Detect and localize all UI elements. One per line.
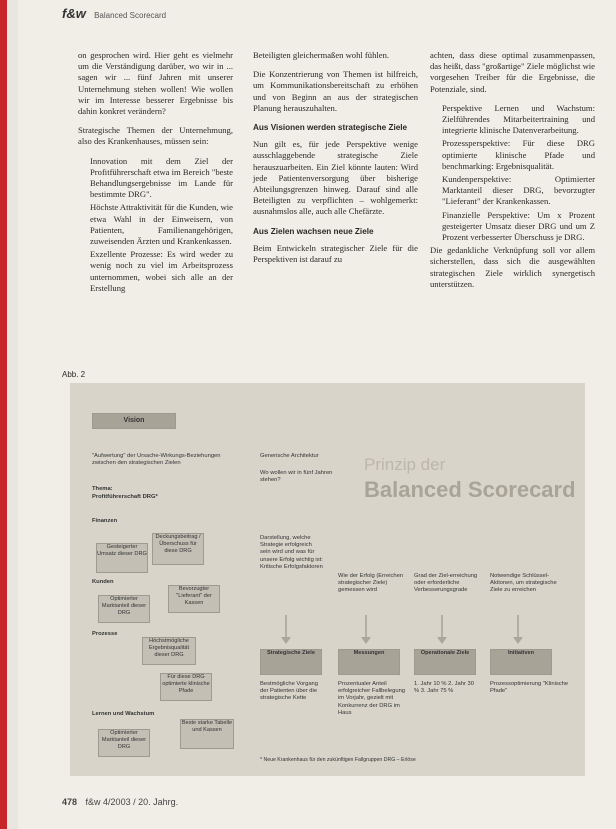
arrow-line [285, 615, 287, 637]
figure-footnote: * Neue Krankenhaus für den zukünftigen Fallgruppen DRG – Erlöse [260, 757, 416, 763]
page-footer [62, 797, 178, 807]
arrow-down-icon [513, 637, 523, 644]
figure-title-line-1: Prinzip der [364, 455, 446, 474]
page-number: 478 [62, 797, 78, 807]
paragraph: achten, dass diese optimal zusammenpassen, das heißt, dass "großartige" Ziele möglichst wie vorgesehen Treiber für die Ergebnisse, die Potenziale, sind. [430, 50, 595, 94]
list-item: Finanzielle Perspektive: Um x Prozent gesteigerter Umsatz dieser DRG und um Z Prozent verbesserter Überschuss je DRG. [442, 209, 595, 243]
paragraph: Die Konzentrierung von Themen ist hilfreich, um Kommunikationsbereitschaft zu erhöhen und von Beginn an aus der strategischen Planung herauszuhalten. [253, 69, 418, 113]
arrow-line [365, 615, 367, 637]
perspective-lernen: Lernen und Wachstum [92, 711, 155, 717]
paragraph: Nun gilt es, für jede Perspektive wenige ausschlaggebende strategische Ziele herauszuarbeiten. Ein Ziel könnte lauten: Wird jede Patientenversorgung über bisherige Abteilungsgrenzen hinweg. Darauf sind alle Beteiligten zu verpflichten – wohlgemerkt: ausnahmslos alle, auch alle Chefärzte. [253, 139, 418, 217]
running-header [62, 6, 166, 21]
generic-question: Wo wollen wir in fünf Jahren stehen? [260, 470, 333, 484]
row-strategische-ziele: Bestmögliche Vorgang der Patienten über die strategische Kette [260, 681, 319, 702]
thema-text: Profitführerschaft DRG* [92, 494, 158, 500]
kunden-box-1: Bevorzugter "Lieferant" der Kassen [168, 585, 220, 613]
arrow-down-icon [437, 637, 447, 644]
subheading: Aus Zielen wachsen neue Ziele [253, 226, 374, 236]
prozesse-box-1: Höchstmögliche Ergebnisqualität dieser DRG [142, 637, 196, 665]
row-operationale-ziele: 1. Jahr 10 % 2. Jahr 30 % 3. Jahr 75 % [414, 681, 474, 695]
list-item: Kundenperspektive: Optimierter Marktanteil dieser DRG, bevorzugter "Lieferant" der Krankenkassen. [442, 174, 595, 207]
journal-logo: f&w [62, 6, 86, 21]
paragraph: on gesprochen wird. Hier geht es vielmehr um die Verständigung darüber, wo wir in ... sagen wir ... fünf Jahren mit unserer Unternehmung stehen wollen! Wie wollen wir im Interesse besserer Ergebnisse bis dahin konkret verändern? [78, 50, 233, 117]
subheading: Aus Visionen werden strategische Ziele [253, 123, 408, 133]
column-c-description: Grad der Ziel-erreichung oder erforderliche Verbesserungsgrade [414, 573, 478, 594]
column-a-description: Darstellung, welche Strategie erfolgreich sein wird und was für unsere Erfolg wichtig ist: Kritische Erfolgsfaktoren [260, 535, 323, 570]
perspective-prozesse: Prozesse [92, 631, 118, 637]
paragraph: Beim Entwickeln strategischer Ziele für die Perspektiven ist darauf zu [253, 242, 418, 265]
red-margin-bar [0, 0, 7, 829]
arrow-line [441, 615, 443, 637]
finanzen-box-2: Gesteigerter Umsatz dieser DRG [96, 543, 148, 573]
arrow-down-icon [281, 637, 291, 644]
list-item: Prozessperspektive: Für diese DRG optimierte klinische Pfade und benchmarking: Ergebnisqualität. [442, 138, 595, 171]
row-initiativen: Prozessoptimierung "Klinische Pfade" [490, 681, 569, 695]
perspective-finanzen: Finanzen [92, 518, 118, 524]
figure-label: Abb. 2 [62, 370, 86, 379]
header-strategische-ziele: Strategische Ziele [260, 649, 322, 675]
kunden-box-2: Optimierter Marktanteil dieser DRG [98, 595, 150, 623]
text-column-2 [253, 50, 418, 273]
arrow-down-icon [361, 637, 371, 644]
list-item: Höchste Attraktivität für die Kunden, wie etwa Wahl in der Einweisern, von Patienten, Familienangehörigen, zuweisenden Ärzten und Krankenkassen. [90, 202, 233, 247]
list-item: Perspektive Lernen und Wachstum: Zielführendes Mitarbeitertraining und integrierte klinische Datenverarbeitung. [442, 102, 595, 136]
lernen-box-2: Optimierter Marktanteil dieser DRG [98, 729, 150, 757]
text-column-3 [430, 50, 595, 298]
perspective-kunden: Kunden [92, 579, 114, 585]
bullet-list [430, 103, 595, 243]
text-column-1 [78, 50, 233, 296]
lernen-box-1: Beste starke Tabelle und Kassen [180, 719, 234, 749]
list-item: Innovation mit dem Ziel der Profitführerschaft etwa im Bereich "beste Behandlungsergebnisse im Lande für bestimmte DRG". [90, 155, 233, 200]
bullet-list [78, 156, 233, 294]
generic-architecture-title: Generische Architektur [260, 453, 319, 459]
paragraph: Die gedankliche Verknüpfung soll vor allem sicherstellen, dass sich die ausgewählten strategischen Ziele wirklich synergetisch unterstützen. [430, 245, 595, 289]
thema-title: Thema: [92, 486, 113, 492]
column-b-description: Wie der Erfolg (Erreichen strategischer Ziele) gemessen wird [338, 573, 404, 594]
header-operationale-ziele: Operationale Ziele [414, 649, 476, 675]
arrow-line [517, 615, 519, 637]
paragraph: Beteiligten gleichermaßen wohl fühlen. [253, 50, 390, 60]
figure-title-line-2: Balanced Scorecard [364, 477, 576, 502]
header-messungen: Messungen [338, 649, 400, 675]
row-messungen: Prozentualer Anteil erfolgreicher Fallbelegung im Vorjahr, gezielt mit Konkurrenz der DRG im Haus [338, 681, 406, 716]
finanzen-box-1: Deckungsbeitrag / Überschuss für diese DRG [152, 533, 204, 565]
list-item: Exzellente Prozesse: Es wird weder zu wenig noch zu viel im Arbeitsprozess unternommen, wobei sich alle an der Erstellung [90, 249, 233, 293]
prozesse-box-2: Für diese DRG optimierte klinische Pfade [160, 673, 212, 701]
vision-box: Vision [92, 413, 176, 429]
column-d-description: Notwendige Schlüssel-Aktionen, um strategische Ziele zu erreichen [490, 573, 557, 594]
header-initiativen: Initiativen [490, 649, 552, 675]
vision-text: "Aufwertung" der Ursache-Wirkungs-Beziehungen zwischen den strategischen Zielen [92, 453, 221, 467]
balanced-scorecard-figure [70, 383, 585, 776]
section-title: Balanced Scorecard [94, 11, 167, 20]
journal-issue: f&w 4/2003 / 20. Jahrg. [85, 797, 179, 807]
paragraph: Strategische Themen der Unternehmung, also des Krankenhauses, müssen sein: [78, 125, 233, 147]
